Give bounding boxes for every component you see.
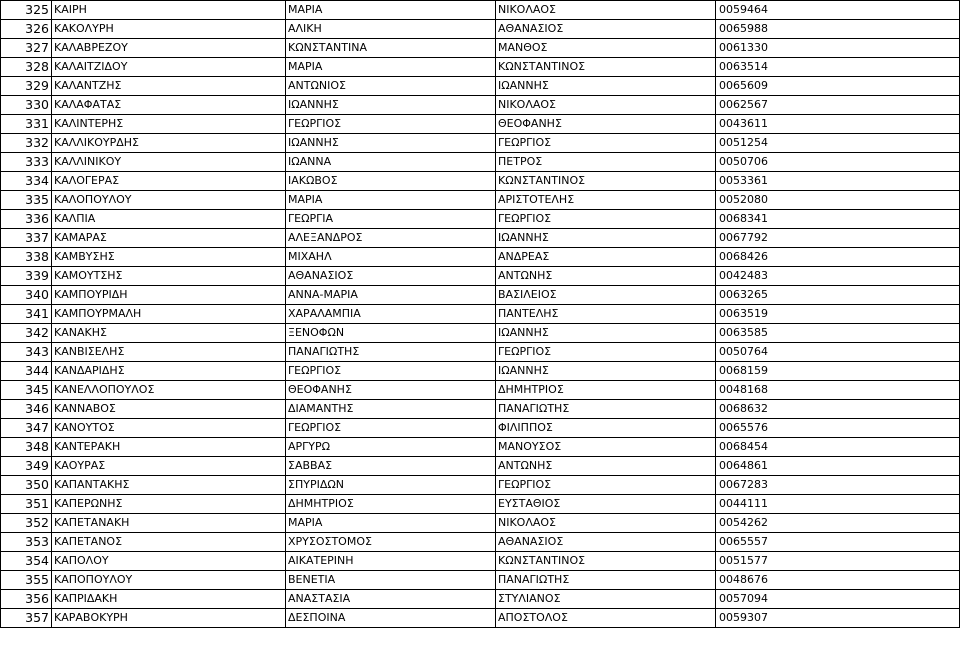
row-number: 335 [1, 191, 52, 210]
table-row [1, 1, 960, 20]
first-name-cell: ΓΕΩΡΓΙΟΣ [286, 362, 496, 381]
father-name-cell: ΙΩΑΝΝΗΣ [496, 362, 716, 381]
first-name-cell: ΔΙΑΜΑΝΤΗΣ [286, 400, 496, 419]
surname-cell: ΚΑΚΟΛΥΡΗ [52, 20, 286, 39]
code-cell: 0065609 [716, 77, 960, 96]
code-cell: 0059464 [716, 1, 960, 20]
table-row [1, 343, 960, 362]
row-number: 333 [1, 153, 52, 172]
row-number: 345 [1, 381, 52, 400]
table-row [1, 514, 960, 533]
table-row [1, 77, 960, 96]
code-cell: 0044111 [716, 495, 960, 514]
surname-cell: ΚΑΝΟΥΤΟΣ [52, 419, 286, 438]
surname-cell: ΚΑΠΕΡΩΝΗΣ [52, 495, 286, 514]
surname-cell: ΚΑΛΑΦΑΤΑΣ [52, 96, 286, 115]
code-cell: 0057094 [716, 590, 960, 609]
father-name-cell: ΘΕΟΦΑΝΗΣ [496, 115, 716, 134]
father-name-cell: ΣΤΥΛΙΑΝΟΣ [496, 590, 716, 609]
father-name-cell: ΑΠΟΣΤΟΛΟΣ [496, 609, 716, 628]
table-row [1, 20, 960, 39]
table-row [1, 609, 960, 628]
code-cell: 0062567 [716, 96, 960, 115]
table-row [1, 58, 960, 77]
table-row [1, 457, 960, 476]
surname-cell: ΚΑΝΕΛΛΟΠΟΥΛΟΣ [52, 381, 286, 400]
father-name-cell: ΑΡΙΣΤΟΤΕΛΗΣ [496, 191, 716, 210]
first-name-cell: ΑΛΕΞΑΝΔΡΟΣ [286, 229, 496, 248]
code-cell: 0051577 [716, 552, 960, 571]
code-cell: 0050764 [716, 343, 960, 362]
father-name-cell: ΒΑΣΙΛΕΙΟΣ [496, 286, 716, 305]
first-name-cell: ΚΩΝΣΤΑΝΤΙΝΑ [286, 39, 496, 58]
father-name-cell: ΑΘΑΝΑΣΙΟΣ [496, 533, 716, 552]
surname-cell: ΚΑΜΑΡΑΣ [52, 229, 286, 248]
row-number: 339 [1, 267, 52, 286]
row-number: 352 [1, 514, 52, 533]
code-cell: 0068426 [716, 248, 960, 267]
father-name-cell: ΚΩΝΣΤΑΝΤΙΝΟΣ [496, 172, 716, 191]
father-name-cell: ΓΕΩΡΓΙΟΣ [496, 210, 716, 229]
table-row [1, 267, 960, 286]
table-row [1, 210, 960, 229]
first-name-cell: ΑΡΓΥΡΩ [286, 438, 496, 457]
table-row [1, 229, 960, 248]
row-number: 346 [1, 400, 52, 419]
row-number: 334 [1, 172, 52, 191]
table-row [1, 134, 960, 153]
row-number: 348 [1, 438, 52, 457]
code-cell: 0064861 [716, 457, 960, 476]
surname-cell: ΚΑΛΑΙΤΖΙΔΟΥ [52, 58, 286, 77]
table-row [1, 305, 960, 324]
surname-cell: ΚΑΛΙΝΤΕΡΗΣ [52, 115, 286, 134]
father-name-cell: ΙΩΑΝΝΗΣ [496, 324, 716, 343]
surname-cell: ΚΑΝΝΑΒΟΣ [52, 400, 286, 419]
row-number: 342 [1, 324, 52, 343]
code-cell: 0048676 [716, 571, 960, 590]
surname-cell: ΚΑΛΠΙΑ [52, 210, 286, 229]
table-body [1, 1, 960, 628]
first-name-cell: ΙΩΑΝΝΗΣ [286, 96, 496, 115]
code-cell: 0067792 [716, 229, 960, 248]
code-cell: 0053361 [716, 172, 960, 191]
surname-cell: ΚΑΜΒΥΣΗΣ [52, 248, 286, 267]
first-name-cell: ΑΝΤΩΝΙΟΣ [286, 77, 496, 96]
father-name-cell: ΚΩΝΣΤΑΝΤΙΝΟΣ [496, 58, 716, 77]
surname-cell: ΚΑΝΤΕΡΑΚΗ [52, 438, 286, 457]
surname-cell: ΚΑΝΑΚΗΣ [52, 324, 286, 343]
row-number: 344 [1, 362, 52, 381]
row-number: 327 [1, 39, 52, 58]
first-name-cell: ΜΑΡΙΑ [286, 1, 496, 20]
first-name-cell: ΣΠΥΡΙΔΩΝ [286, 476, 496, 495]
table-row [1, 533, 960, 552]
row-number: 329 [1, 77, 52, 96]
first-name-cell: ΑΝΝΑ-ΜΑΡΙΑ [286, 286, 496, 305]
code-cell: 0054262 [716, 514, 960, 533]
surname-cell: ΚΑΠΡΙΔΑΚΗ [52, 590, 286, 609]
surname-cell: ΚΑΛΑΒΡΕΖΟΥ [52, 39, 286, 58]
row-number: 351 [1, 495, 52, 514]
father-name-cell: ΓΕΩΡΓΙΟΣ [496, 134, 716, 153]
code-cell: 0048168 [716, 381, 960, 400]
surname-cell: ΚΑΛΑΝΤΖΗΣ [52, 77, 286, 96]
father-name-cell: ΠΑΝΑΓΙΩΤΗΣ [496, 400, 716, 419]
first-name-cell: ΜΑΡΙΑ [286, 58, 496, 77]
first-name-cell: ΓΕΩΡΓΙΑ [286, 210, 496, 229]
first-name-cell: ΓΕΩΡΓΙΟΣ [286, 115, 496, 134]
surname-cell: ΚΑΠΑΝΤΑΚΗΣ [52, 476, 286, 495]
row-number: 350 [1, 476, 52, 495]
father-name-cell: ΚΩΝΣΤΑΝΤΙΝΟΣ [496, 552, 716, 571]
row-number: 356 [1, 590, 52, 609]
code-cell: 0068632 [716, 400, 960, 419]
father-name-cell: ΓΕΩΡΓΙΟΣ [496, 343, 716, 362]
surname-cell: ΚΑΙΡΗ [52, 1, 286, 20]
first-name-cell: ΙΑΚΩΒΟΣ [286, 172, 496, 191]
row-number: 328 [1, 58, 52, 77]
first-name-cell: ΙΩΑΝΝΗΣ [286, 134, 496, 153]
father-name-cell: ΕΥΣΤΑΘΙΟΣ [496, 495, 716, 514]
code-cell: 0063519 [716, 305, 960, 324]
first-name-cell: ΧΡΥΣΟΣΤΟΜΟΣ [286, 533, 496, 552]
father-name-cell: ΑΝΤΩΝΗΣ [496, 267, 716, 286]
table-row [1, 39, 960, 58]
code-cell: 0063514 [716, 58, 960, 77]
table-row [1, 495, 960, 514]
table-row [1, 476, 960, 495]
row-number: 336 [1, 210, 52, 229]
code-cell: 0067283 [716, 476, 960, 495]
father-name-cell: ΠΕΤΡΟΣ [496, 153, 716, 172]
code-cell: 0063585 [716, 324, 960, 343]
row-number: 331 [1, 115, 52, 134]
father-name-cell: ΑΝΤΩΝΗΣ [496, 457, 716, 476]
father-name-cell: ΔΗΜΗΤΡΙΟΣ [496, 381, 716, 400]
surname-cell: ΚΑΠΕΤΑΝΟΣ [52, 533, 286, 552]
first-name-cell: ΣΑΒΒΑΣ [286, 457, 496, 476]
row-number: 330 [1, 96, 52, 115]
surname-cell: ΚΑΛΛΙΝΙΚΟΥ [52, 153, 286, 172]
surname-cell: ΚΑΝΔΑΡΙΔΗΣ [52, 362, 286, 381]
surname-cell: ΚΑΠΟΛΟΥ [52, 552, 286, 571]
row-number: 347 [1, 419, 52, 438]
father-name-cell: ΝΙΚΟΛΑΟΣ [496, 1, 716, 20]
father-name-cell: ΙΩΑΝΝΗΣ [496, 77, 716, 96]
surname-cell: ΚΑΠΕΤΑΝΑΚΗ [52, 514, 286, 533]
code-cell: 0068341 [716, 210, 960, 229]
first-name-cell: ΠΑΝΑΓΙΩΤΗΣ [286, 343, 496, 362]
surname-cell: ΚΑΛΟΓΕΡΑΣ [52, 172, 286, 191]
code-cell: 0042483 [716, 267, 960, 286]
code-cell: 0050706 [716, 153, 960, 172]
surname-cell: ΚΑΜΠΟΥΡΙΔΗ [52, 286, 286, 305]
surname-cell: ΚΑΜΠΟΥΡΜΑΛΗ [52, 305, 286, 324]
code-cell: 0065576 [716, 419, 960, 438]
row-number: 338 [1, 248, 52, 267]
table-row [1, 571, 960, 590]
first-name-cell: ΘΕΟΦΑΝΗΣ [286, 381, 496, 400]
row-number: 343 [1, 343, 52, 362]
first-name-cell: ΜΙΧΑΗΛ [286, 248, 496, 267]
table-row [1, 552, 960, 571]
first-name-cell: ΔΕΣΠΟΙΝΑ [286, 609, 496, 628]
code-cell: 0052080 [716, 191, 960, 210]
row-number: 355 [1, 571, 52, 590]
code-cell: 0063265 [716, 286, 960, 305]
table-row [1, 324, 960, 343]
surname-cell: ΚΑΡΑΒΟΚΥΡΗ [52, 609, 286, 628]
surname-cell: ΚΑΛΟΠΟΥΛΟΥ [52, 191, 286, 210]
table-row [1, 438, 960, 457]
code-cell: 0065988 [716, 20, 960, 39]
row-number: 340 [1, 286, 52, 305]
row-number: 337 [1, 229, 52, 248]
row-number: 326 [1, 20, 52, 39]
father-name-cell: ΜΑΝΘΟΣ [496, 39, 716, 58]
table-row [1, 191, 960, 210]
table-row [1, 286, 960, 305]
table-row [1, 115, 960, 134]
table-row [1, 419, 960, 438]
table-row [1, 381, 960, 400]
first-name-cell: ΑΝΑΣΤΑΣΙΑ [286, 590, 496, 609]
table-row [1, 248, 960, 267]
surname-cell: ΚΑΜΟΥΤΣΗΣ [52, 267, 286, 286]
code-cell: 0051254 [716, 134, 960, 153]
father-name-cell: ΑΝΔΡΕΑΣ [496, 248, 716, 267]
first-name-cell: ΜΑΡΙΑ [286, 514, 496, 533]
father-name-cell: ΦΙΛΙΠΠΟΣ [496, 419, 716, 438]
code-cell: 0068454 [716, 438, 960, 457]
table-row [1, 400, 960, 419]
row-number: 353 [1, 533, 52, 552]
first-name-cell: ΧΑΡΑΛΑΜΠΙΑ [286, 305, 496, 324]
father-name-cell: ΜΑΝΟΥΣΟΣ [496, 438, 716, 457]
table-row [1, 96, 960, 115]
surname-cell: ΚΑΛΛΙΚΟΥΡΔΗΣ [52, 134, 286, 153]
code-cell: 0065557 [716, 533, 960, 552]
row-number: 354 [1, 552, 52, 571]
father-name-cell: ΠΑΝΑΓΙΩΤΗΣ [496, 571, 716, 590]
father-name-cell: ΝΙΚΟΛΑΟΣ [496, 96, 716, 115]
father-name-cell: ΠΑΝΤΕΛΗΣ [496, 305, 716, 324]
father-name-cell: ΝΙΚΟΛΑΟΣ [496, 514, 716, 533]
first-name-cell: ΑΙΚΑΤΕΡΙΝΗ [286, 552, 496, 571]
first-name-cell: ΜΑΡΙΑ [286, 191, 496, 210]
row-number: 341 [1, 305, 52, 324]
table-row [1, 362, 960, 381]
first-name-cell: ΙΩΑΝΝΑ [286, 153, 496, 172]
code-cell: 0059307 [716, 609, 960, 628]
first-name-cell: ΑΘΑΝΑΣΙΟΣ [286, 267, 496, 286]
first-name-cell: ΔΗΜΗΤΡΙΟΣ [286, 495, 496, 514]
first-name-cell: ΒΕΝΕΤΙΑ [286, 571, 496, 590]
code-cell: 0068159 [716, 362, 960, 381]
surname-cell: ΚΑΟΥΡΑΣ [52, 457, 286, 476]
row-number: 357 [1, 609, 52, 628]
code-cell: 0043611 [716, 115, 960, 134]
first-name-cell: ΑΛΙΚΗ [286, 20, 496, 39]
table-row [1, 590, 960, 609]
row-number: 349 [1, 457, 52, 476]
surname-cell: ΚΑΝΒΙΣΕΛΗΣ [52, 343, 286, 362]
code-cell: 0061330 [716, 39, 960, 58]
row-number: 325 [1, 1, 52, 20]
father-name-cell: ΑΘΑΝΑΣΙΟΣ [496, 20, 716, 39]
table-row [1, 172, 960, 191]
father-name-cell: ΙΩΑΝΝΗΣ [496, 229, 716, 248]
father-name-cell: ΓΕΩΡΓΙΟΣ [496, 476, 716, 495]
table-row [1, 153, 960, 172]
first-name-cell: ΞΕΝΟΦΩΝ [286, 324, 496, 343]
first-name-cell: ΓΕΩΡΓΙΟΣ [286, 419, 496, 438]
row-number: 332 [1, 134, 52, 153]
surname-cell: ΚΑΠΟΠΟΥΛΟΥ [52, 571, 286, 590]
